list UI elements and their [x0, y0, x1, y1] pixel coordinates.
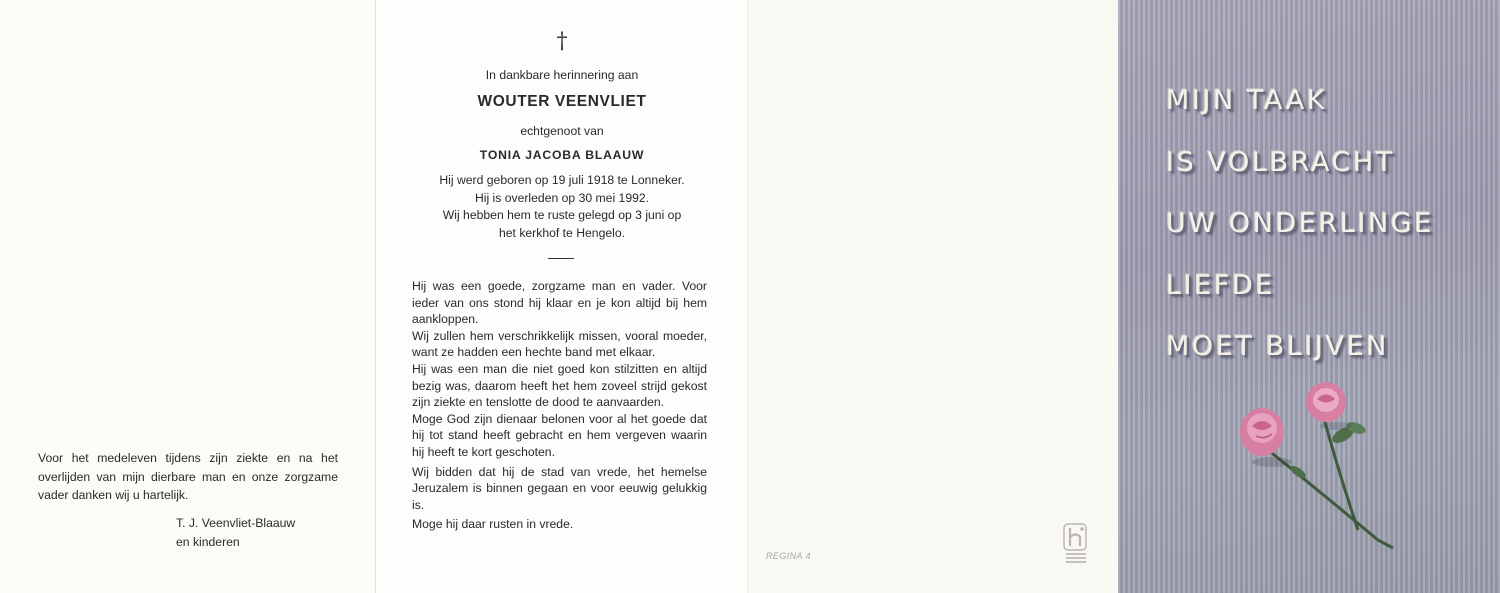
blank-panel — [748, 0, 1118, 593]
paragraph: Moge hij daar rusten in vrede. — [412, 517, 574, 532]
memorial-text — [412, 278, 707, 533]
verse-line: UW ONDERLINGE — [1166, 208, 1435, 239]
paragraph: Hij was een man die niet goed kon stilzitten en altijd bezig was, daarom heeft het hem zoveel strijd gekost zijn ziekte en tenslotte de dood te aanvaarden. — [412, 361, 707, 410]
roses-icon — [1228, 380, 1428, 550]
signature-name: T. J. Veenvliet-Blaauw — [176, 516, 296, 530]
photo-panel — [1118, 0, 1500, 593]
paragraph: Wij zullen hem verschrikkelijk missen, vooral moeder, want ze hadden een hechte band met elkaar. — [412, 328, 707, 360]
verse-line: LIEFDE — [1166, 269, 1276, 301]
spouse-name: TONIA JACOBA BLAAUW — [479, 148, 645, 162]
left-panel — [0, 0, 376, 593]
verse — [1166, 70, 1434, 378]
intro-text: In dankbare herinnering aan — [485, 68, 639, 82]
verse-line: MOET BLIJVEN — [1166, 331, 1390, 362]
signature — [176, 514, 295, 551]
birth-fact: Hij werd geboren op 19 juli 1918 te Lonneker. — [439, 173, 685, 187]
verse-line: IS VOLBRACHT — [1166, 146, 1396, 178]
cross-icon: † — [556, 29, 568, 54]
spouse-intro: echtgenoot van — [520, 124, 604, 138]
paragraph: Moge God zijn dienaar belonen voor al het goede dat hij tot stand heeft gebracht en hem vergeven waarin hij heeft te kort geschoten. — [412, 411, 707, 459]
divider — [548, 258, 574, 259]
burial-place: het kerkhof te Hengelo. — [498, 225, 626, 240]
paragraph: Wij bidden dat hij de stad van vrede, het hemelse Jeruzalem is binnen gegaan en voor eeuwig gelukkig is. — [412, 464, 707, 512]
deceased-name: WOUTER VEENVLIET — [477, 93, 647, 110]
verse-line: MIJN TAAK — [1166, 85, 1328, 116]
death-fact: Hij is overleden op 30 mei 1992. — [474, 190, 650, 205]
burial-fact: Wij hebben hem te ruste gelegd op 3 juni op — [442, 208, 682, 222]
center-panel — [376, 0, 748, 593]
life-facts — [376, 172, 748, 242]
paragraph: Hij was een goede, zorgzame man en vader. Voor ieder van ons stond hij klaar en je kon altijd bij hem aankloppen. — [412, 279, 707, 327]
printer-mark: REGINA 4 — [766, 551, 811, 561]
huisman-logo-icon — [1062, 520, 1090, 566]
thanks-text: Voor het medeleven tijdens zijn ziekte en na het overlijden van mijn dierbare man en onze zorgzame vader danken wij u hartelijk. — [38, 451, 338, 503]
signature-family: en kinderen — [176, 534, 240, 549]
